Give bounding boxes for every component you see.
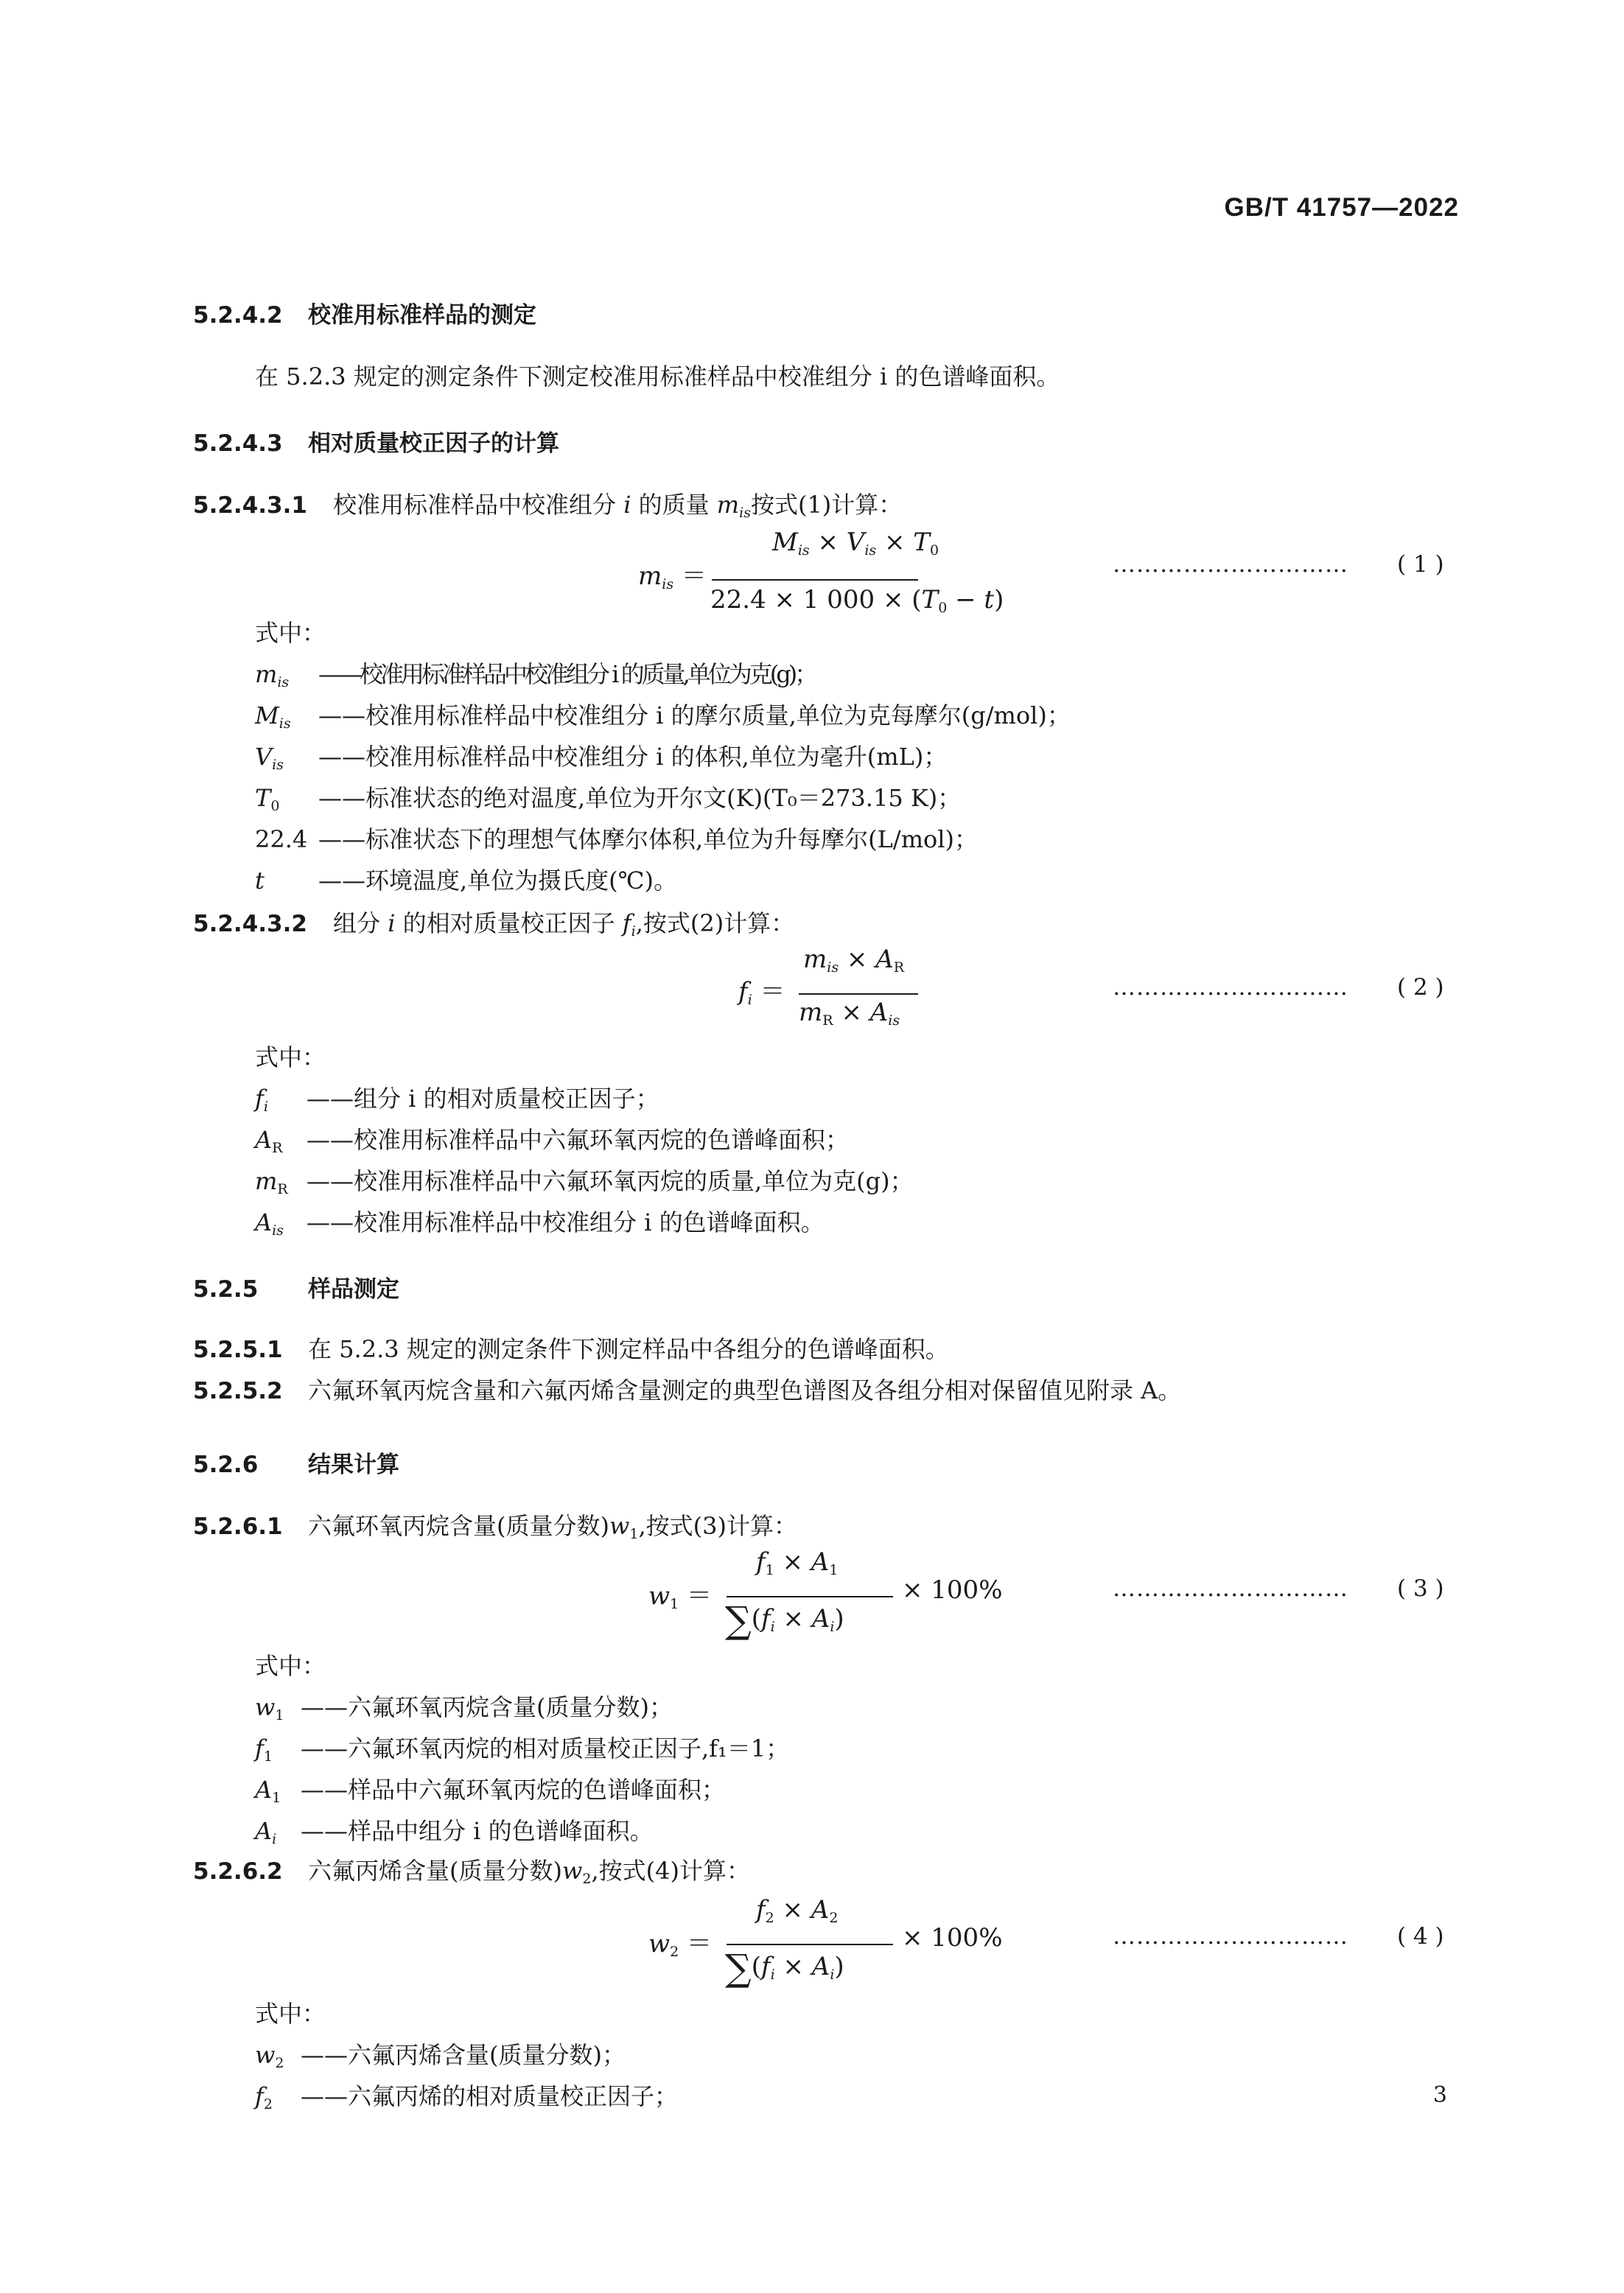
definition-row: $f_2$ ——六氟丙烯的相对质量校正因子；: [255, 2082, 679, 2112]
where-label-1: 式中：: [255, 619, 326, 647]
text-part: 组分: [333, 909, 381, 937]
definition-text: ——标准状态的绝对温度,单位为开尔文(K)(T₀＝273.15 K)；: [318, 784, 962, 812]
definition-row: $T_0$ ——标准状态的绝对温度,单位为开尔文(K)(T₀＝273.15 K)；: [255, 784, 962, 814]
text-part: ,按式(4)计算：: [591, 1857, 750, 1885]
eq1-lhs: $m_{is}$ ＝: [638, 561, 707, 592]
section-5-2-6-2-text: 5.2.6.2 六氟丙烯含量(质量分数)$w_2$,按式(4)计算：: [193, 1857, 750, 1887]
definition-row: $A_1$ ——样品中六氟环氧丙烷的色谱峰面积；: [255, 1776, 726, 1806]
definition-text: ——六氟环氧丙烷的相对质量校正因子,f₁＝1；: [301, 1734, 790, 1762]
eq3-percent: × 100%: [902, 1575, 1003, 1605]
eq1-numerator: $M_{is} \times V_{is} \times T_0$: [772, 528, 939, 559]
section-5-2-4-2-heading: [193, 296, 536, 329]
definition-text: ——六氟丙烯的相对质量校正因子；: [301, 2082, 679, 2110]
section-number: 5.2.4.3.2: [193, 911, 307, 937]
eq1-denominator: 22.4 × 1 $000 \times (T_0 - t)$: [710, 585, 1004, 616]
page-number: 3: [1432, 2082, 1447, 2108]
definition-text: ——六氟丙烯含量(质量分数)；: [301, 2041, 626, 2069]
eq4-leader-dots: …………………………: [1113, 1923, 1348, 1950]
section-number: 5.2.5: [193, 1276, 259, 1303]
section-number: 5.2.5.1: [193, 1337, 283, 1363]
definition-row: $f_i$ ——组分 i 的相对质量校正因子；: [255, 1085, 659, 1115]
definition-text: ——样品中六氟环氧丙烷的色谱峰面积；: [301, 1776, 726, 1804]
text-part: 的相对质量校正因子: [402, 909, 615, 937]
section-number: 5.2.4.2: [193, 302, 283, 329]
definition-row: $A_R$ ——校准用标准样品中六氟环氧丙烷的色谱峰面积；: [255, 1126, 850, 1156]
section-number: 5.2.6.2: [193, 1858, 283, 1885]
definition-row: $V_{is}$ ——校准用标准样品中校准组分 i 的体积,单位为毫升(mL)；: [255, 743, 948, 773]
section-number: 5.2.4.3.1: [193, 492, 307, 519]
definition-text: ——环境温度,单位为摄氏度(℃)。: [318, 867, 677, 895]
section-5-2-5-2-text: [193, 1372, 1181, 1406]
definition-row: $f_1$ ——六氟环氧丙烷的相对质量校正因子,f₁＝1；: [255, 1734, 790, 1765]
definition-text: ——标准状态下的理想气体摩尔体积,单位为升每摩尔(L/mol)；: [318, 825, 979, 853]
section-text: 六氟环氧丙烷含量和六氟丙烯含量测定的典型色谱图及各组分相对保留值见附录 A。: [308, 1376, 1182, 1404]
eq4-number: ( 4 ): [1397, 1923, 1444, 1950]
standard-number: GB/T 41757—2022: [1224, 193, 1459, 222]
definition-text: ——校准用标准样品中校准组分 i 的质量,单位为克(g)；: [318, 660, 816, 688]
section-number: 5.2.6: [193, 1452, 259, 1478]
definition-text: ——校准用标准样品中校准组分 i 的体积,单位为毫升(mL)；: [318, 743, 948, 771]
where-label-2: 式中：: [255, 1043, 326, 1071]
section-number: 5.2.5.2: [193, 1378, 283, 1404]
eq3-number: ( 3 ): [1397, 1575, 1444, 1602]
section-5-2-4-2-text: 在 5.2.3 规定的测定条件下测定校准用标准样品中校准组分 i 的色谱峰面积。: [255, 363, 1060, 391]
section-title: 相对质量校正因子的计算: [308, 430, 559, 457]
where-label-3: 式中：: [255, 1652, 326, 1680]
section-5-2-5-heading: [193, 1270, 399, 1303]
where-label-4: 式中：: [255, 2000, 326, 2028]
eq1-fraction-line: [712, 579, 918, 581]
eq1-leader-dots: …………………………: [1113, 551, 1348, 578]
definition-row: $m_{is}$ ——校准用标准样品中校准组分 i 的质量,单位为克(g)；: [255, 660, 816, 690]
text-part: 六氟丙烯含量(质量分数): [308, 1857, 562, 1885]
eq4-percent: × 100%: [902, 1923, 1003, 1953]
eq2-number: ( 2 ): [1397, 974, 1444, 1001]
section-5-2-4-3-heading: [193, 424, 559, 458]
definition-text: ——校准用标准样品中六氟环氧丙烷的色谱峰面积；: [307, 1126, 850, 1154]
definition-row: [255, 821, 978, 855]
section-title: 校准用标准样品的测定: [308, 302, 536, 329]
section-text: 在 5.2.3 规定的测定条件下测定样品中各组分的色谱峰面积。: [308, 1335, 949, 1363]
section-title: 结果计算: [308, 1452, 399, 1478]
eq2-leader-dots: …………………………: [1113, 974, 1348, 1001]
section-title: 样品测定: [308, 1276, 399, 1303]
text-part: 的质量: [638, 491, 710, 519]
definition-text: ——样品中组分 i 的色谱峰面积。: [301, 1817, 654, 1845]
section-number: 5.2.4.3: [193, 430, 283, 457]
section-5-2-4-3-1-text: [193, 486, 902, 521]
section-5-2-6-heading: [193, 1446, 399, 1479]
section-5-2-4-3-2-text: 5.2.4.3.2 组分 i 的相对质量校正因子 $f_i$,按式(2)计算：: [193, 909, 795, 939]
definition-row: $w_1$ ——六氟环氧丙烷含量(质量分数)；: [255, 1693, 673, 1723]
definition-text: ——校准用标准样品中校准组分 i 的摩尔质量,单位为克每摩尔(g/mol)；: [318, 701, 1071, 729]
section-number: 5.2.6.1: [193, 1513, 283, 1540]
section-5-2-6-1-text: 5.2.6.1 六氟环氧丙烷含量(质量分数)$w_1$,按式(3)计算：: [193, 1512, 797, 1542]
eq1-number: ( 1 ): [1397, 551, 1444, 578]
text-part: 校准用标准样品中校准组分: [333, 491, 617, 519]
definition-row: [255, 862, 677, 896]
definition-text: ——校准用标准样品中六氟环氧丙烷的质量,单位为克(g)；: [307, 1167, 914, 1195]
definition-text: ——六氟环氧丙烷含量(质量分数)；: [301, 1693, 673, 1721]
text-part: 六氟环氧丙烷含量(质量分数): [308, 1512, 609, 1540]
symbol-m-is: $m_{is}$: [716, 491, 751, 521]
symbol-i: i: [623, 491, 631, 519]
definition-row: $A_i$ ——样品中组分 i 的色谱峰面积。: [255, 1817, 654, 1847]
text-part: ,按式(2)计算：: [635, 909, 795, 937]
definition-symbol: t: [255, 867, 265, 895]
definition-row: $m_R$ ——校准用标准样品中六氟环氧丙烷的质量,单位为克(g)；: [255, 1167, 914, 1197]
definition-text: ——组分 i 的相对质量校正因子；: [307, 1085, 659, 1113]
definition-row: $A_{is}$ ——校准用标准样品中校准组分 i 的色谱峰面积。: [255, 1208, 825, 1239]
definition-row: $M_{is}$ ——校准用标准样品中校准组分 i 的摩尔质量,单位为克每摩尔(g/mol)；: [255, 701, 1071, 732]
text-part: ,按式(3)计算：: [638, 1512, 797, 1540]
text-part: 按式(1)计算：: [750, 491, 903, 519]
section-5-2-5-1-text: [193, 1331, 949, 1365]
definition-row: $w_2$ ——六氟丙烯含量(质量分数)；: [255, 2041, 626, 2071]
definition-symbol: 22.4: [255, 825, 308, 853]
eq3-leader-dots: …………………………: [1113, 1575, 1348, 1602]
definition-text: ——校准用标准样品中校准组分 i 的色谱峰面积。: [307, 1208, 825, 1236]
